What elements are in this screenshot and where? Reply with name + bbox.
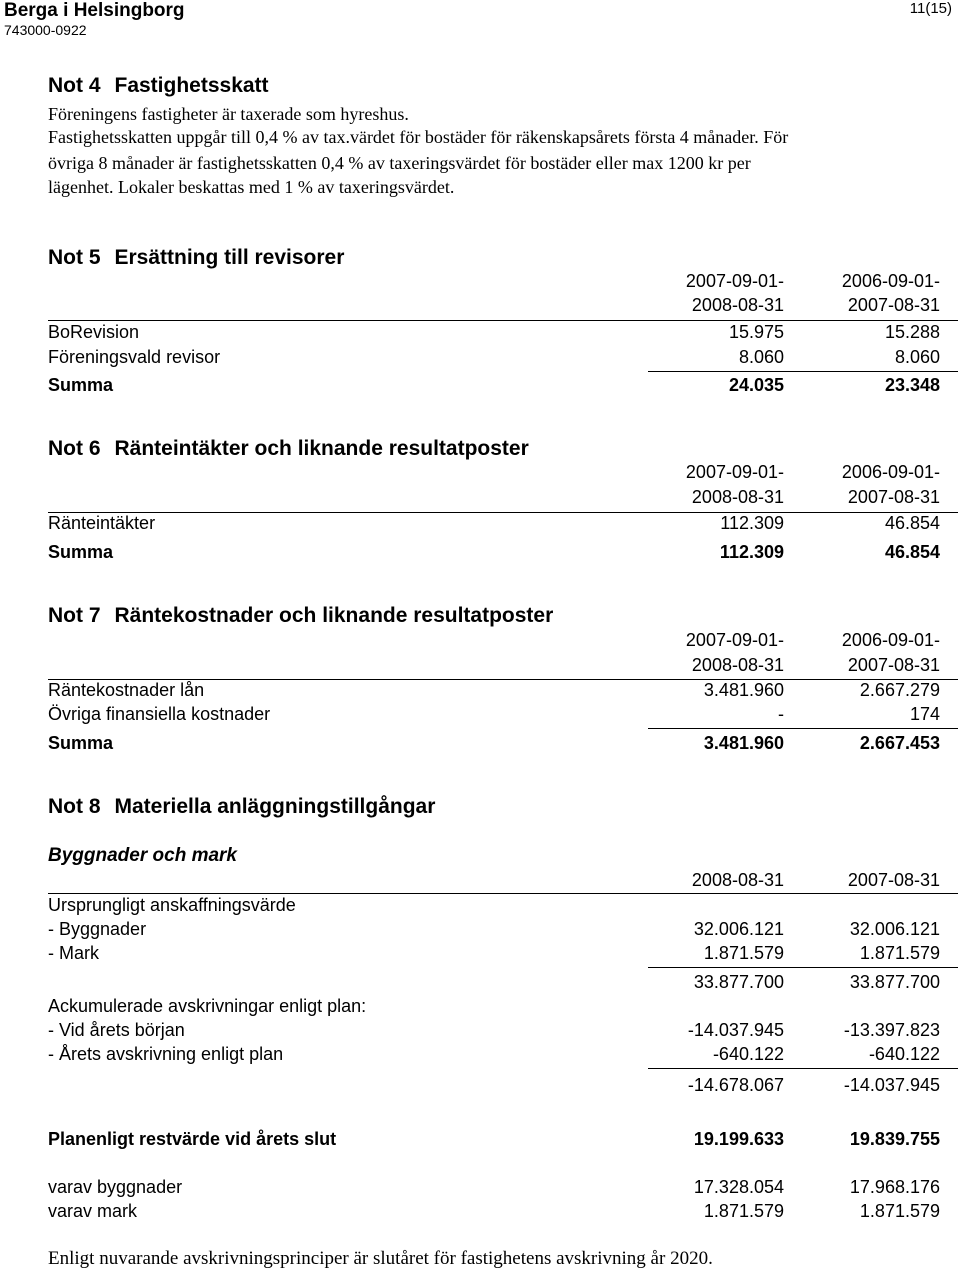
table-row: varav mark 1.871.579 1.871.579	[48, 1201, 940, 1221]
table-row: - Vid årets början -14.037.945 -13.397.823	[48, 1020, 940, 1040]
table-row: BoRevision 15.975 15.288	[48, 322, 940, 342]
note8-heading	[48, 795, 435, 819]
note4-line-4: lägenhet. Lokaler beskattas med 1 % av taxeringsvärdet.	[48, 177, 455, 197]
note6-col-header-1: 2007-09-01- 2006-09-01-	[685, 462, 940, 482]
note6-title: Ränteintäkter och liknande resultatposter	[114, 437, 529, 460]
table-row: Föreningsvald revisor 8.060 8.060	[48, 347, 940, 367]
note6-number: Not 6	[48, 437, 101, 460]
note5-title: Ersättning till revisorer	[114, 246, 345, 269]
table-row: - Mark 1.871.579 1.871.579	[48, 943, 940, 963]
note8-number: Not 8	[48, 795, 101, 818]
note6-total-row: Summa 112.309 46.854	[48, 542, 940, 562]
note5-header-rule	[48, 320, 958, 321]
note8-dep-label: Ackumulerade avskrivningar enligt plan:	[48, 996, 367, 1016]
note7-col-header-1: 2007-09-01- 2006-09-01-	[685, 630, 940, 650]
note8-header-rule	[48, 893, 958, 894]
note8-col-header: 2008-08-31 2007-08-31	[691, 870, 940, 890]
org-number: 743000-0922	[4, 22, 87, 38]
footer-note: Enligt nuvarande avskrivningsprinciper är slutåret för fastighetens avskrivning år 2020.	[48, 1248, 713, 1269]
note8-subtitle: Byggnader och mark	[48, 845, 237, 866]
note8-title: Materiella anläggningstillgångar	[114, 795, 436, 818]
page-number: 11(15)	[909, 0, 952, 17]
note8-acq-label: Ursprungligt anskaffningsvärde	[48, 895, 296, 915]
note7-total-row: Summa 3.481.960 2.667.453	[48, 733, 940, 753]
note5-col-header-2: 2008-08-31 2007-08-31	[691, 295, 940, 315]
note4-heading	[48, 74, 269, 98]
note5-sum-rule	[648, 371, 958, 372]
note6-heading	[48, 437, 529, 461]
note4-line-3: övriga 8 månader är fastighetsskatten 0,4 % av taxeringsvärdet för bostäder eller max 1200 kr per	[48, 153, 751, 173]
document-title: Berga i Helsingborg	[4, 0, 185, 21]
note7-sum-rule	[648, 728, 958, 729]
note5-total-row: Summa 24.035 23.348	[48, 375, 940, 395]
note8-dep-total: -14.678.067 -14.037.945	[687, 1075, 940, 1095]
note8-acq-total: 33.877.700 33.877.700	[693, 972, 940, 992]
note4-number: Not 4	[48, 74, 101, 97]
note8-dep-sum-rule	[648, 1068, 958, 1069]
note4-title: Fastighetsskatt	[114, 74, 269, 97]
table-row: Övriga finansiella kostnader - 174	[48, 704, 940, 724]
table-row: varav byggnader 17.328.054 17.968.176	[48, 1177, 940, 1197]
table-row: - Årets avskrivning enligt plan -640.122 -640.122	[48, 1044, 940, 1064]
note5-heading	[48, 246, 344, 270]
note7-number: Not 7	[48, 604, 101, 627]
note4-line-1: Föreningens fastigheter är taxerade som hyreshus.	[48, 104, 409, 124]
table-row: Ränteintäkter 112.309 46.854	[48, 513, 940, 533]
note7-title: Räntekostnader och liknande resultatposter	[114, 604, 554, 627]
note7-col-header-2: 2008-08-31 2007-08-31	[691, 655, 940, 675]
note7-heading	[48, 604, 553, 628]
note8-acq-sum-rule	[648, 967, 958, 968]
note5-col-header-1: 2007-09-01- 2006-09-01-	[685, 271, 940, 291]
note8-residual-row: Planenligt restvärde vid årets slut 19.199.633 19.839.755	[48, 1129, 940, 1149]
table-row: Räntekostnader lån 3.481.960 2.667.279	[48, 680, 940, 700]
note6-col-header-2: 2008-08-31 2007-08-31	[691, 487, 940, 507]
note5-number: Not 5	[48, 246, 101, 269]
table-row: - Byggnader 32.006.121 32.006.121	[48, 919, 940, 939]
note4-line-2: Fastighetsskatten uppgår till 0,4 % av tax.värdet för bostäder för räkenskapsårets första 4 månader. För	[48, 127, 789, 147]
